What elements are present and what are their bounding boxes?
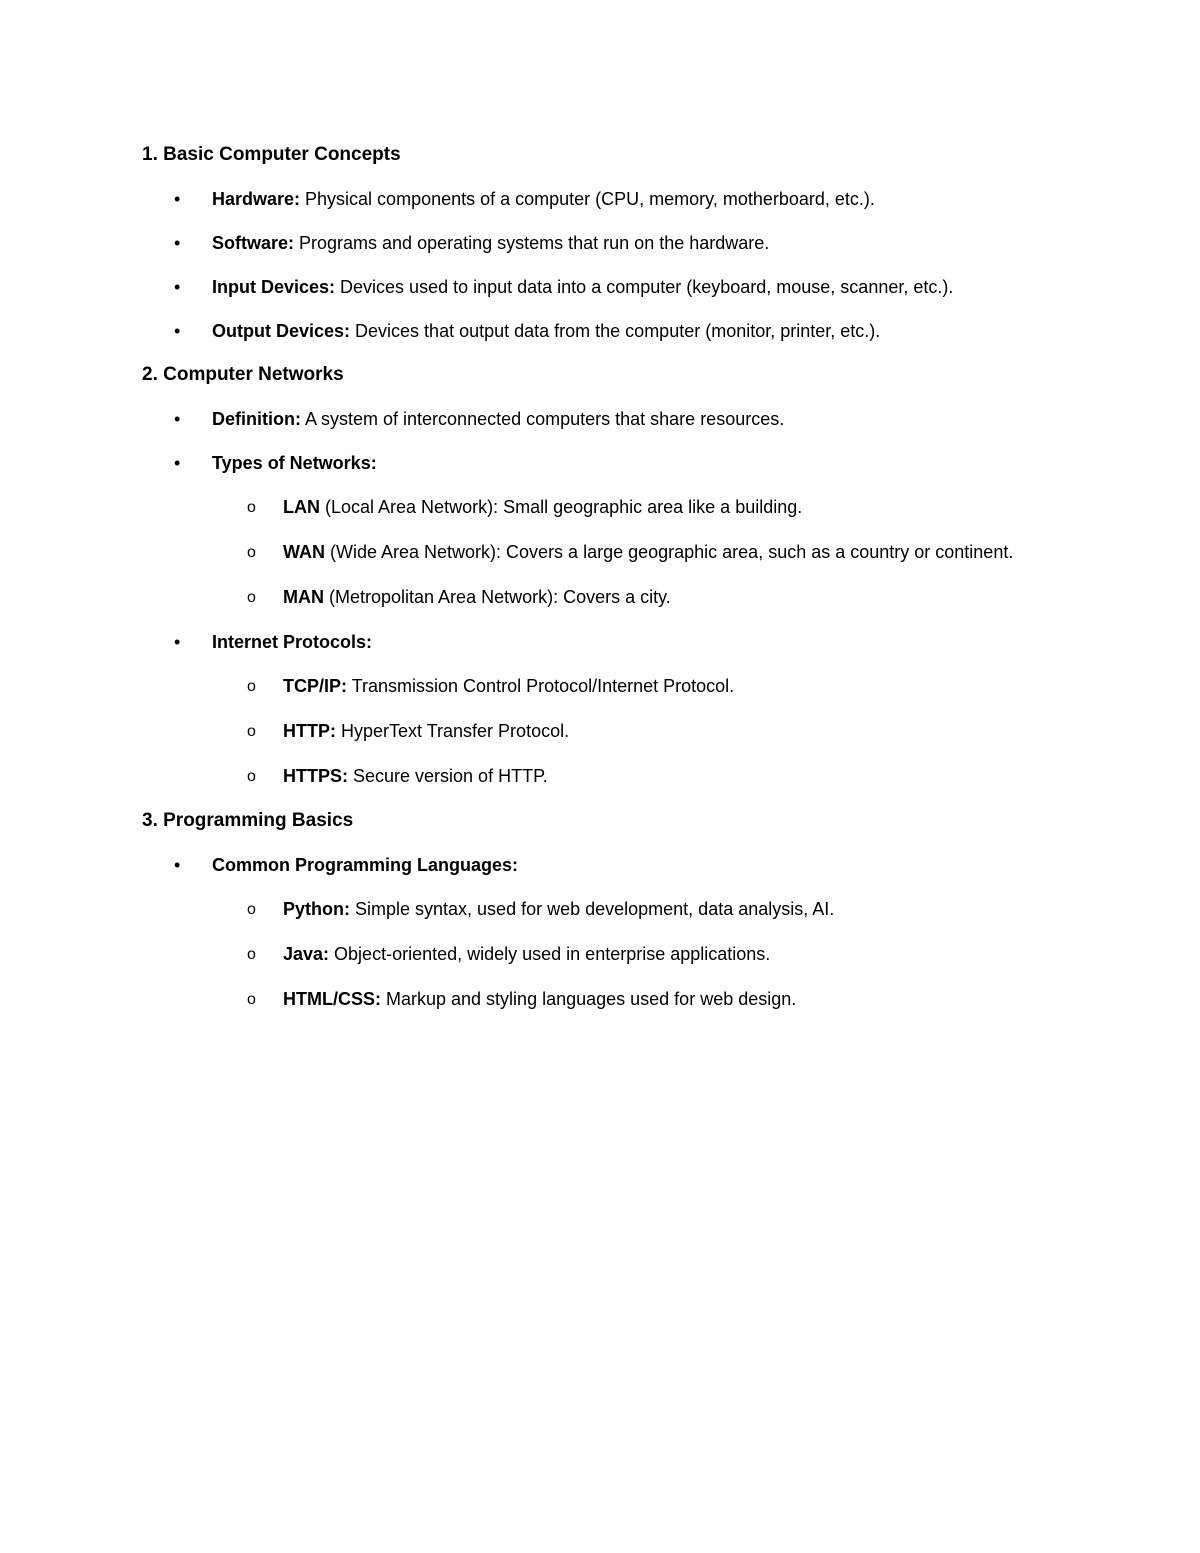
circle-bullet-icon: o — [247, 991, 256, 1008]
sub-list-item — [142, 538, 1042, 566]
bullet-icon: • — [174, 453, 181, 473]
list-item — [142, 273, 1042, 301]
sub-list-item — [142, 762, 1042, 790]
item-term: MAN — [283, 587, 324, 607]
section-heading: 2. Computer Networks — [142, 364, 344, 385]
sub-list-item — [142, 583, 1042, 611]
circle-bullet-icon: o — [247, 946, 256, 963]
item-text: Object-oriented, widely used in enterprise applications. — [329, 944, 771, 964]
item-text: Devices that output data from the computer (monitor, printer, etc.). — [350, 321, 881, 341]
bullet-icon: • — [174, 409, 181, 429]
item-term: Internet Protocols: — [212, 632, 373, 652]
item-term: Types of Networks: — [212, 453, 377, 473]
item-text: Markup and styling languages used for web design. — [381, 989, 797, 1009]
item-term: Software: — [212, 233, 295, 253]
item-text: HyperText Transfer Protocol. — [336, 721, 570, 741]
item-term: Python: — [283, 899, 350, 919]
item-text: A system of interconnected computers that share resources. — [300, 409, 785, 429]
item-term: Java: — [283, 944, 330, 964]
list-item — [142, 229, 1042, 257]
circle-bullet-icon: o — [247, 723, 256, 740]
bullet-icon: • — [174, 855, 181, 875]
item-text: Physical components of a computer (CPU, memory, motherboard, etc.). — [300, 189, 875, 209]
item-text: Transmission Control Protocol/Internet Protocol. — [347, 676, 735, 696]
item-term: HTML/CSS: — [283, 989, 381, 1009]
item-term: Hardware: — [212, 189, 301, 209]
item-text: (Metropolitan Area Network): Covers a city. — [324, 587, 671, 607]
section-heading: 3. Programming Basics — [142, 810, 354, 831]
section-heading: 1. Basic Computer Concepts — [142, 144, 401, 165]
bullet-icon: • — [174, 277, 181, 297]
item-term: LAN — [283, 497, 320, 517]
list-item — [142, 628, 1042, 656]
sub-list-item — [142, 717, 1042, 745]
circle-bullet-icon: o — [247, 901, 256, 918]
list-item — [142, 317, 1042, 345]
circle-bullet-icon: o — [247, 768, 256, 785]
item-term: Input Devices: — [212, 277, 336, 297]
bullet-icon: • — [174, 321, 181, 341]
item-term: TCP/IP: — [283, 676, 348, 696]
item-text: (Local Area Network): Small geographic area like a building. — [320, 497, 803, 517]
sub-list-item — [142, 672, 1042, 700]
item-term: HTTP: — [283, 721, 336, 741]
item-text: Simple syntax, used for web development, data analysis, AI. — [350, 899, 835, 919]
sub-list-item — [142, 985, 1042, 1013]
list-item — [142, 405, 1042, 433]
list-item — [142, 185, 1042, 213]
bullet-icon: • — [174, 189, 181, 209]
item-term: Output Devices: — [212, 321, 351, 341]
item-term: Common Programming Languages: — [212, 855, 519, 875]
bullet-icon: • — [174, 632, 181, 652]
circle-bullet-icon: o — [247, 544, 256, 561]
circle-bullet-icon: o — [247, 589, 256, 606]
bullet-icon: • — [174, 233, 181, 253]
circle-bullet-icon: o — [247, 499, 256, 516]
sub-list-item — [142, 493, 1042, 521]
item-term: Definition: — [212, 409, 301, 429]
item-text: Secure version of HTTP. — [348, 766, 548, 786]
item-text: (Wide Area Network): Covers a large geographic area, such as a country or continent. — [325, 542, 1014, 562]
document-body — [142, 141, 1042, 1030]
item-term: HTTPS: — [283, 766, 348, 786]
sub-list-item — [142, 895, 1042, 923]
sub-list-item — [142, 940, 1042, 968]
circle-bullet-icon: o — [247, 678, 256, 695]
list-item — [142, 449, 1042, 477]
list-item — [142, 851, 1042, 879]
item-text: Devices used to input data into a computer (keyboard, mouse, scanner, etc.). — [335, 277, 954, 297]
item-text: Programs and operating systems that run on the hardware. — [294, 233, 770, 253]
item-term: WAN — [283, 542, 325, 562]
